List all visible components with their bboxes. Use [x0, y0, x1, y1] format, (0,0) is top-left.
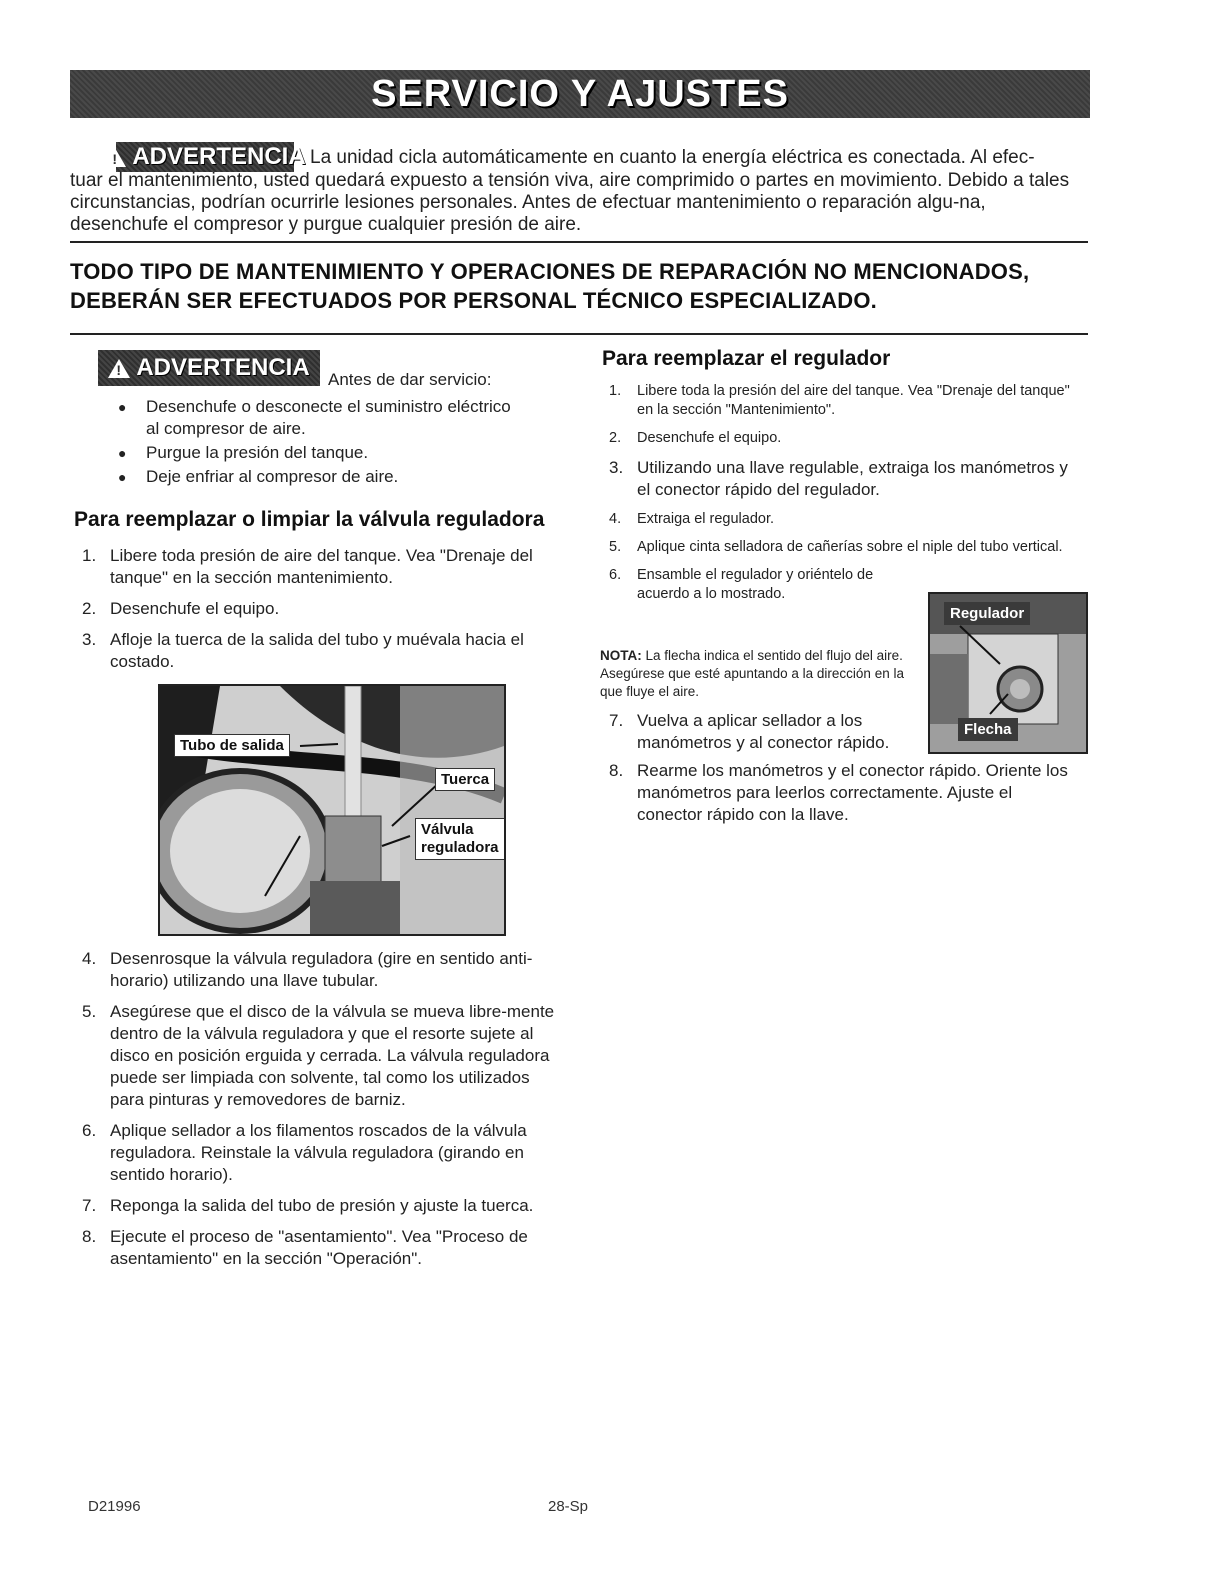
section-title-valve: Para reemplazar o limpiar la válvula reguladora: [74, 508, 545, 531]
list-item: 4. Desenrosque la válvula reguladora (gire en sentido anti-horario) utilizando una llave tubular.: [82, 949, 533, 990]
regulator-label: Regulador: [944, 602, 1030, 625]
arrow-label: Flecha: [958, 718, 1018, 741]
list-item: 1. Libere toda presión de aire del tanque. Vea "Drenaje del tanque" en la sección mantenimiento.: [82, 546, 533, 587]
list-item: 3. Utilizando una llave regulable, extraiga los manómetros y el conector rápido del regulador.: [609, 458, 1068, 499]
list-item: 6. Ensamble el regulador y oriéntelo de acuerdo a lo mostrado.: [609, 567, 874, 602]
valve-label: Válvula reguladora: [415, 818, 505, 860]
list-item: 5. Aplique cinta selladora de cañerías sobre el niple del tubo vertical.: [609, 539, 1063, 555]
valve-photo-illustration: [160, 686, 504, 934]
page-number: 28-Sp: [548, 1498, 589, 1515]
notice-line-2: DEBERÁN SER EFECTUADOS POR PERSONAL TÉCNICO ESPECIALIZADO.: [70, 288, 877, 313]
list-item: 2. Desenchufe el equipo.: [609, 430, 782, 446]
divider: [70, 241, 1088, 243]
note-label: NOTA:: [600, 648, 642, 663]
warning-badge: [98, 350, 320, 386]
list-item: 4. Extraiga el regulador.: [609, 511, 775, 527]
warning-triangle-icon: [104, 148, 126, 167]
regulator-steps-list-final: [609, 760, 1077, 826]
section-banner: [70, 70, 1090, 118]
list-item: 3. Afloje la tuerca de la salida del tubo y muévala hacia el costado.: [82, 630, 524, 671]
list-item: 1. Libere toda la presión del aire del tanque. Vea "Drenaje del tanque" en la sección "Mantenimiento".: [609, 383, 1070, 418]
bullet-icon: ●: [118, 399, 127, 415]
bullet-icon: ●: [118, 469, 127, 485]
warning-intro: Antes de dar servicio:: [328, 370, 492, 389]
valve-steps-list: [82, 545, 560, 673]
nut-label: Tuerca: [435, 768, 495, 791]
note-text: La flecha indica el sentido del flujo del aire. Asegúrese que esté apuntando a la dirección en la que fluye el aire.: [600, 648, 904, 699]
page-title: SERVICIO Y AJUSTES: [371, 72, 789, 115]
list-item: 6. Aplique sellador a los filamentos roscados de la válvula reguladora. Reinstale la válvula reguladora (girando en sentido horario).: [82, 1121, 527, 1184]
list-item: ● Deje enfriar al compresor de aire.: [118, 467, 399, 486]
section-title-regulator: Para reemplazar el regulador: [602, 347, 891, 370]
warning-badge: [116, 142, 306, 172]
valve-steps-list-continued: [82, 948, 560, 1270]
doc-code: D21996: [88, 1498, 141, 1515]
list-item: 8. Ejecute el proceso de "asentamiento". Vea "Proceso de asentamiento" en la sección "Operación".: [82, 1227, 528, 1268]
warning-badge-label: ADVERTENCIA: [132, 143, 306, 170]
regulator-steps-list: [609, 382, 1077, 604]
list-item: 2. Desenchufe el equipo.: [82, 599, 280, 618]
divider: [70, 333, 1088, 335]
notice-line-1: TODO TIPO DE MANTENIMIENTO Y OPERACIONES DE REPARACIÓN NO MENCIONADOS,: [70, 259, 1030, 284]
list-item: ● Purgue la presión del tanque.: [118, 443, 369, 462]
tube-label: Tubo de salida: [174, 734, 290, 757]
valve-photo: [158, 684, 506, 936]
warning-text-first-line: La unidad cicla automáticamente en cuanto la energía eléctrica es conectada. Al efec-: [310, 147, 1035, 168]
list-item: 8. Rearme los manómetros y el conector rápido. Oriente los manómetros para leerlos correctamente. Ajuste el conector rápido con la llave.: [609, 761, 1068, 824]
list-item: ● Desenchufe o desconecte el suministro eléctrico al compresor de aire.: [118, 397, 511, 438]
list-item: 5. Asegúrese que el disco de la válvula se mueva libre-mente dentro de la válvula reguladora y que el resorte sujete al disco en posición erguida y cerrada. La válvula reguladora puede ser limpiada con solvente, tal como los utilizados para pinturas y removedores de barniz.: [82, 1002, 555, 1109]
bullet-icon: ●: [118, 445, 127, 461]
note-block: [600, 647, 910, 701]
warning-triangle-icon: [108, 359, 130, 378]
warning-text: tuar el mantenimiento, usted quedará expuesto a tensión viva, aire comprimido o partes en movimiento. Debido a tales circunstancias, podrían ocurrirle lesiones personales. Antes de efectuar mantenimiento o reparación algu-na, desenchufe el compresor y purgue cualquier presión de aire.: [70, 170, 1070, 235]
list-item: 7. Vuelva a aplicar sellador a los manómetros y al conector rápido.: [609, 711, 890, 752]
list-item: 7. Reponga la salida del tubo de presión y ajuste la tuerca.: [82, 1196, 534, 1215]
warning-bullet-list: [118, 396, 516, 488]
regulator-photo: [928, 592, 1088, 754]
warning-badge-label: ADVERTENCIA: [136, 354, 310, 381]
